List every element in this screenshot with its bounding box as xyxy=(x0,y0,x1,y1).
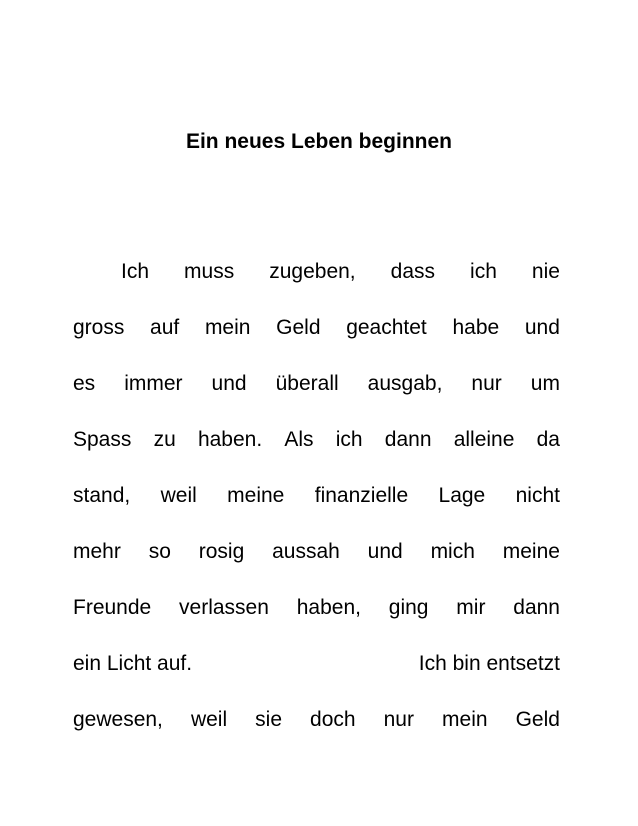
text-word: Ich xyxy=(121,260,150,283)
text-word: nicht xyxy=(515,484,560,507)
text-word: Lage xyxy=(438,484,486,507)
text-word: und xyxy=(211,372,247,395)
text-word: um xyxy=(530,372,560,395)
text-word: ein Licht auf. xyxy=(73,652,193,675)
text-word: überall xyxy=(275,372,339,395)
text-word: nie xyxy=(531,260,560,283)
text-word: ausgab, xyxy=(367,372,443,395)
text-word: mein xyxy=(204,316,251,339)
text-line xyxy=(73,476,560,532)
text-word: weil xyxy=(190,708,228,731)
text-word: aussah xyxy=(272,540,340,563)
text-word: alleine xyxy=(453,428,515,451)
text-word: sie xyxy=(255,708,283,731)
text-word: stand, xyxy=(73,484,131,507)
text-word: meine xyxy=(227,484,285,507)
text-word: mich xyxy=(430,540,475,563)
text-word: dass xyxy=(390,260,436,283)
text-line xyxy=(73,700,560,756)
text-word: und xyxy=(524,316,560,339)
text-line xyxy=(73,252,560,308)
text-word: Geld xyxy=(515,708,560,731)
text-word: ich xyxy=(470,260,497,283)
text-word: und xyxy=(367,540,403,563)
text-word: meine xyxy=(502,540,560,563)
text-word: dann xyxy=(513,596,560,619)
text-word: verlassen xyxy=(179,596,269,619)
text-word: Geld xyxy=(276,316,321,339)
text-word: ging xyxy=(388,596,429,619)
text-line xyxy=(73,308,560,364)
text-word: haben. xyxy=(197,428,263,451)
text-word: immer xyxy=(124,372,183,395)
text-word: Als xyxy=(284,428,314,451)
text-word: nur xyxy=(383,708,414,731)
text-word: gewesen, xyxy=(73,708,163,731)
text-line xyxy=(73,644,560,700)
text-word: zugeben, xyxy=(269,260,356,283)
text-word: ich xyxy=(335,428,363,451)
text-word: nur xyxy=(471,372,502,395)
text-word: habe xyxy=(452,316,500,339)
text-word: muss xyxy=(184,260,235,283)
text-word: Spass xyxy=(73,428,132,451)
text-word: Ich bin entsetzt xyxy=(418,652,560,675)
text-word: dann xyxy=(384,428,432,451)
text-line xyxy=(73,588,560,644)
text-word: gross xyxy=(73,316,125,339)
text-word: haben, xyxy=(296,596,361,619)
text-word: Freunde xyxy=(73,596,152,619)
document-title: Ein neues Leben beginnen xyxy=(185,130,453,153)
body-paragraph xyxy=(73,252,560,756)
text-word: rosig xyxy=(198,540,245,563)
text-line xyxy=(73,364,560,420)
text-word: geachtet xyxy=(346,316,427,339)
text-word: auf xyxy=(150,316,180,339)
text-word: so xyxy=(148,540,171,563)
text-word: zu xyxy=(153,428,176,451)
text-word: finanzielle xyxy=(314,484,409,507)
text-line xyxy=(73,532,560,588)
text-line xyxy=(73,420,560,476)
text-word: mein xyxy=(442,708,488,731)
text-word: mir xyxy=(456,596,486,619)
text-word: doch xyxy=(310,708,356,731)
text-word: mehr xyxy=(73,540,121,563)
text-word: weil xyxy=(160,484,197,507)
text-word: es xyxy=(73,372,96,395)
text-word: da xyxy=(536,428,560,451)
